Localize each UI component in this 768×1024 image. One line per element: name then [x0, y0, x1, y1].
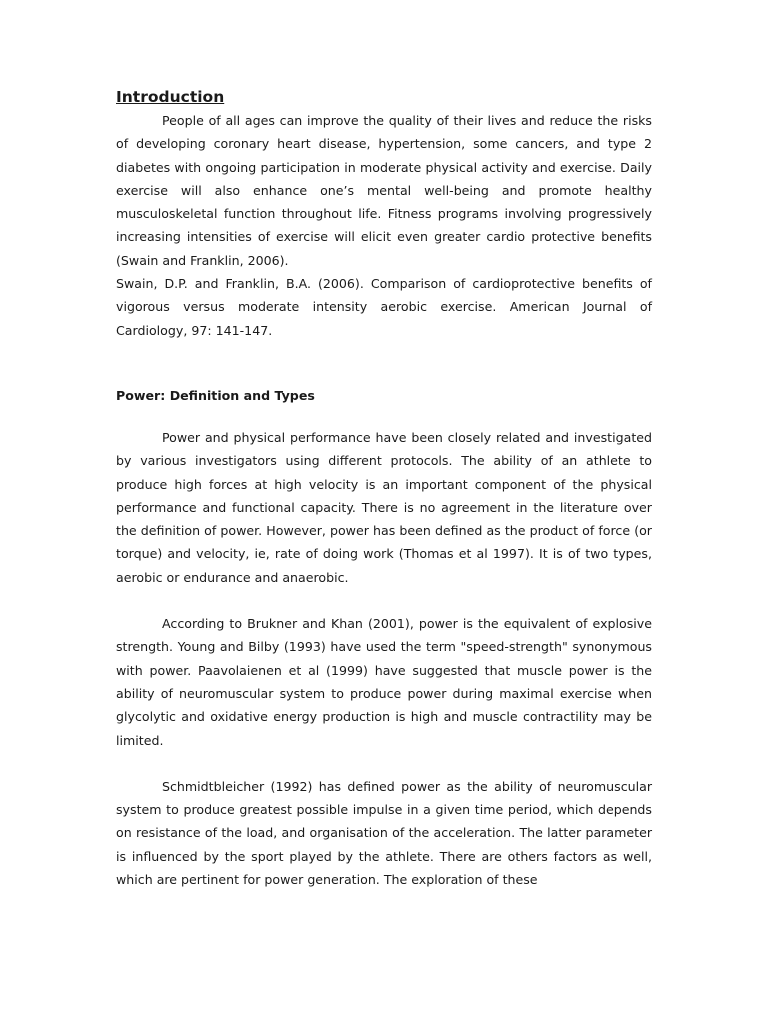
- power-paragraph-3: Schmidtbleicher (1992) has defined power as the ability of neuromuscular system to produce greatest possible impulse in a given time period, which depends on resistance of the load, and organisation of the acceleration. The latter parameter is influenced by the sport played by the athlete. There are others factors as well, which are pertinent for power generation. The exploration of these: [116, 778, 652, 888]
- intro-paragraph: People of all ages can improve the quality of their lives and reduce the risks of developing coronary heart disease, hypertension, some cancers, and type 2 diabetes with ongoing participation in moderate physical activity and exercise. Daily exercise will also enhance one’s mental well-being and promote healthy musculoskeletal function throughout life. Fitness programs involving progressively increasing intensities of exercise will elicit even greater cardio protective benefits (Swain and Franklin, 2006).: [116, 113, 652, 268]
- power-section-heading: Power: Definition and Types: [116, 387, 315, 403]
- document-page: [116, 86, 652, 891]
- power-paragraph-1: Power and physical performance have been closely related and investigated by various investigators using different protocols. The ability of an athlete to produce high forces at high velocity is an important component of the physical performance and functional capacity. There is no agreement in the literature over the definition of power. However, power has been defined as the product of force (or torque) and velocity, ie, rate of doing work (Thomas et al 1997). It is of two types, aerobic or endurance and anaerobic.: [116, 429, 652, 585]
- intro-title: Introduction: [116, 88, 225, 106]
- intro-reference: Swain, D.P. and Franklin, B.A. (2006). Comparison of cardioprotective benefits of vigorous versus moderate intensity aerobic exercise. American Journal of Cardiology, 97: 141-147.: [116, 276, 652, 338]
- power-paragraph-2: According to Brukner and Khan (2001), power is the equivalent of explosive strength. Young and Bilby (1993) have used the term "speed-strength" synonymous with power. Paavolaienen et al (1999) have suggested that muscle power is the ability of neuromuscular system to produce power during maximal exercise when glycolytic and oxidative energy production is high and muscle contractility may be limited.: [116, 616, 652, 748]
